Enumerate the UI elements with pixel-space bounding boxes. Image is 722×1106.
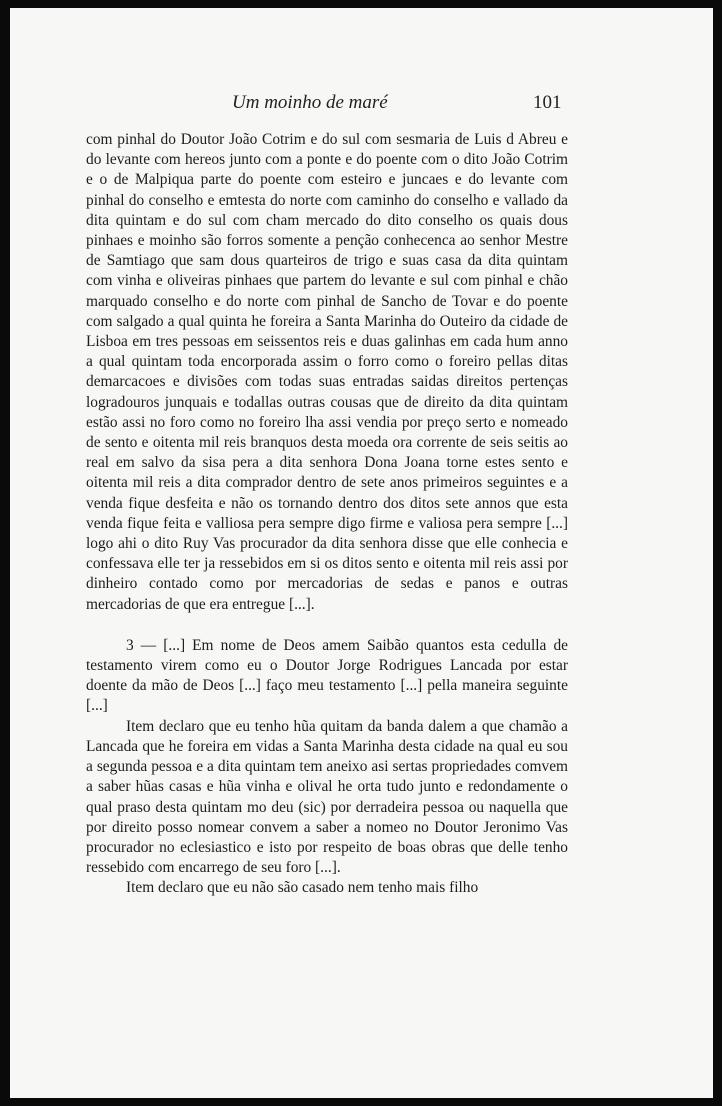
page-header <box>10 92 713 122</box>
paragraph-continuation: com pinhal do Doutor João Cotrim e do sul com sesmaria de Luis d Abreu e do levante com hereos junto com a ponte e do poente com o dito João Cotrim e o de Malpiqua parte do poente com esteiro e juncaes e do levante com pinhal do conselho e emtesta do norte com caminho do conselho e vallado da dita quintam e do sul com cham mercado do dito conselho os quais dous pinhaes e moinho são forros somente a penção conhecenca ao senhor Mestre de Samtiago que sam dous quarteiros de trigo e suas casa da dita quintam com vinha e oliveiras pinhaes que partem do levante e sul com pinhal e chão marquado conselho e do norte com pinhal de Sancho de Tovar e do poente com salgado a qual quinta he foreira a Santa Marinha do Outeiro da cidade de Lisboa em tres pessoas em seissentos reis e duas galinhas em cada hum anno a qual quintam toda encorporada assim o forro como o foreiro pellas ditas demarcacoes e divisões com todas suas entradas saidas direitos pertenças logradouros junquais e todallas outras cousas que de direito da dita quintam estão assi no foro como no foreiro lha assi vendia por preço serto e nomeado de sento e oitenta mil reis branquos desta moeda ora corrente de seis seitis ao real em salvo da sisa pera a dita senhora Dona Joana torne estes sento e oitenta mil reis a dita comprador dentro de sete anos primeiros seguintes e a venda fique desfeita e não os tornando dentro dos ditos sete annos que esta venda fique feita e valliosa pera sempre digo firme e valiosa pera sempre [...] logo ahi o dito Ruy Vas procurador da dita senhora disse que elle conhecia e confessava elle ter ja ressebidos em si os ditos sento e oitenta mil reis assi por dinheiro contado como por mercadorias de sedas e panos e outras mercadorias de que era entregue [...]. <box>86 131 568 613</box>
body-text <box>86 130 568 899</box>
paragraph-item-quintam: Item declaro que eu tenho hũa quitam da banda dalem a que chamão a Lancada que he foreira em vidas a Santa Marinha desta cidade na qual eu sou a segunda pessoa e a dita quintam tem aneixo asi sertas propriedades comvem a saber hũas casas e hũa vinha e olival he orta tudo junto e redondamente o qual praso desta quintam mo deu (sic) por derradeira pessoa ou naquella que por direito posso nomear convem a saber a nomeo no Doutor Jeronimo Vas procurador no eclesiastico e isto por respeito de boas obras que delle tenho ressebido com encarrego de seu foro [...]. <box>86 717 568 877</box>
paragraph-item-casado: Item declaro que eu não são casado nem tenho mais filho <box>126 879 479 897</box>
running-title: Um moinho de maré <box>232 92 388 113</box>
page-number: 101 <box>533 92 562 113</box>
book-page <box>10 8 713 1098</box>
paragraph-testament-section: 3 — [...] Em nome de Deos amem Saibão quantos esta cedulla de testamento virem como eu o Doutor Jorge Rodrigues Lancada por estar doente da mão de Deos [...] faço meu testamento [...] pella maneira seguinte [...] <box>86 636 568 715</box>
